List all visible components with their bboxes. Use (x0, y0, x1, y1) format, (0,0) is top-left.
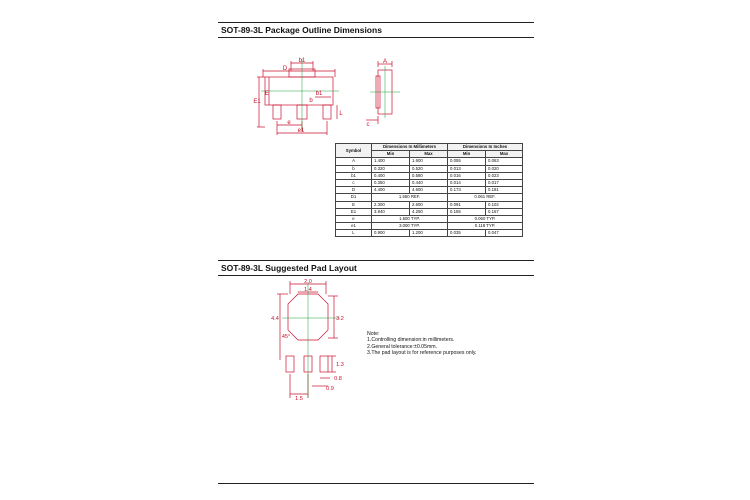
notes-block (367, 331, 476, 357)
cell-symbol: D (336, 187, 372, 194)
label-e1-pitch: e1 (297, 128, 305, 134)
note-item: 1.Controlling dimension:in millimeters. (367, 337, 455, 344)
cell-in-span: 0.061 REF. (448, 194, 523, 201)
cell-mm-max: 0.520 (410, 165, 448, 172)
cell-in-span: 0.060 TYP. (448, 215, 523, 222)
cell-mm-min: 0.350 (372, 179, 410, 186)
cell-mm-max: 0.440 (410, 179, 448, 186)
cell-mm-span: 3.000 TYP. (372, 223, 448, 230)
cell-in-min: 0.035 (448, 230, 486, 237)
label-45-deg: 45° (281, 334, 291, 340)
cell-in-max: 0.181 (486, 187, 523, 194)
table-row (336, 223, 523, 230)
label-b: b (309, 98, 313, 104)
cell-mm-min: 0.320 (372, 165, 410, 172)
cell-mm-span: 1.500 TYP. (372, 215, 448, 222)
symbol-header: Symbol (336, 144, 372, 158)
cell-symbol: E (336, 201, 372, 208)
table-row (336, 187, 523, 194)
table-row (336, 194, 523, 201)
dimensions-table (335, 143, 523, 237)
section-rule-top-2 (218, 260, 534, 261)
label-a: A (382, 59, 388, 65)
cell-symbol: e (336, 215, 372, 222)
cell-symbol: e1 (336, 223, 372, 230)
label-2-0: 2.0 (304, 279, 312, 285)
cell-in-span: 0.118 TYP. (448, 223, 523, 230)
pad-section-title: SOT-89-3L Suggested Pad Layout (221, 263, 357, 273)
label-e-pitch: e (287, 120, 291, 126)
cell-symbol: b1 (336, 172, 372, 179)
cell-in-min: 0.016 (448, 172, 486, 179)
cell-mm-min: 3.940 (372, 208, 410, 215)
label-e: E (264, 91, 270, 97)
label-l: L (339, 111, 343, 117)
cell-in-max: 0.017 (486, 179, 523, 186)
cell-in-max: 0.167 (486, 208, 523, 215)
cell-symbol: L (336, 230, 372, 237)
label-0-9: 0.9 (326, 386, 334, 392)
cell-mm-min: 0.900 (372, 230, 410, 237)
cell-in-max: 0.102 (486, 201, 523, 208)
section-rule-bottom-2 (218, 275, 534, 276)
label-4-4: 4.4 (271, 316, 279, 322)
pad-layout-drawing (268, 278, 363, 403)
cell-mm-min: 1.400 (372, 158, 410, 165)
label-3-2: 3.2 (336, 316, 344, 322)
table-row (336, 215, 523, 222)
cell-symbol: c (336, 179, 372, 186)
cell-in-max: 0.020 (486, 165, 523, 172)
mm-min-header: Min (372, 151, 410, 158)
cell-in-min: 0.155 (448, 208, 486, 215)
in-header: Dimensions In Inches (448, 144, 523, 151)
cell-in-max: 0.063 (486, 158, 523, 165)
table-row (336, 158, 523, 165)
cell-mm-max: 2.600 (410, 201, 448, 208)
table-row (336, 172, 523, 179)
cell-in-min: 0.013 (448, 165, 486, 172)
cell-in-max: 0.023 (486, 172, 523, 179)
in-max-header: Max (486, 151, 523, 158)
label-d1: b1 (298, 58, 306, 64)
in-min-header: Min (448, 151, 486, 158)
mm-max-header: Max (410, 151, 448, 158)
table-row (336, 165, 523, 172)
cell-symbol: E1 (336, 208, 372, 215)
table-row (336, 230, 523, 237)
cell-in-min: 0.173 (448, 187, 486, 194)
cell-in-min: 0.014 (448, 179, 486, 186)
cell-mm-max: 0.580 (410, 172, 448, 179)
cell-mm-min: 2.300 (372, 201, 410, 208)
cell-mm-max: 1.600 (410, 158, 448, 165)
cell-in-max: 0.047 (486, 230, 523, 237)
cell-mm-span: 1.550 REF. (372, 194, 448, 201)
notes-heading: Note: (367, 331, 380, 337)
label-1-3: 1.3 (336, 362, 344, 368)
note-item: 2.General tolerance:±0.05mm. (367, 343, 438, 350)
label-c: c (366, 122, 370, 128)
package-outline-side-view (364, 58, 404, 128)
cell-mm-min: 0.400 (372, 172, 410, 179)
label-e1: E1 (253, 99, 261, 105)
cell-mm-min: 4.400 (372, 187, 410, 194)
page-bottom-rule (218, 483, 534, 484)
label-1-5: 1.5 (295, 396, 303, 402)
table-row (336, 201, 523, 208)
cell-in-min: 0.091 (448, 201, 486, 208)
label-b1: b1 (315, 91, 323, 97)
package-outline-top-view (255, 55, 345, 135)
section-rule-top (218, 22, 534, 23)
table-row (336, 208, 523, 215)
note-item: 3.The pad layout is for reference purposes only. (367, 350, 477, 357)
cell-mm-max: 4.600 (410, 187, 448, 194)
cell-mm-max: 4.250 (410, 208, 448, 215)
section-rule-bottom (218, 37, 534, 38)
cell-symbol: b (336, 165, 372, 172)
cell-in-min: 0.055 (448, 158, 486, 165)
label-1-4: 1.4 (304, 287, 312, 293)
cell-mm-max: 1.200 (410, 230, 448, 237)
cell-symbol: D1 (336, 194, 372, 201)
label-d: D (282, 66, 288, 72)
label-0-8: 0.8 (334, 376, 342, 382)
table-row (336, 179, 523, 186)
table-header-row (336, 144, 523, 151)
outline-section-title: SOT-89-3L Package Outline Dimensions (221, 25, 382, 35)
cell-symbol: A (336, 158, 372, 165)
mm-header: Dimensions In Millimeters (372, 144, 448, 151)
